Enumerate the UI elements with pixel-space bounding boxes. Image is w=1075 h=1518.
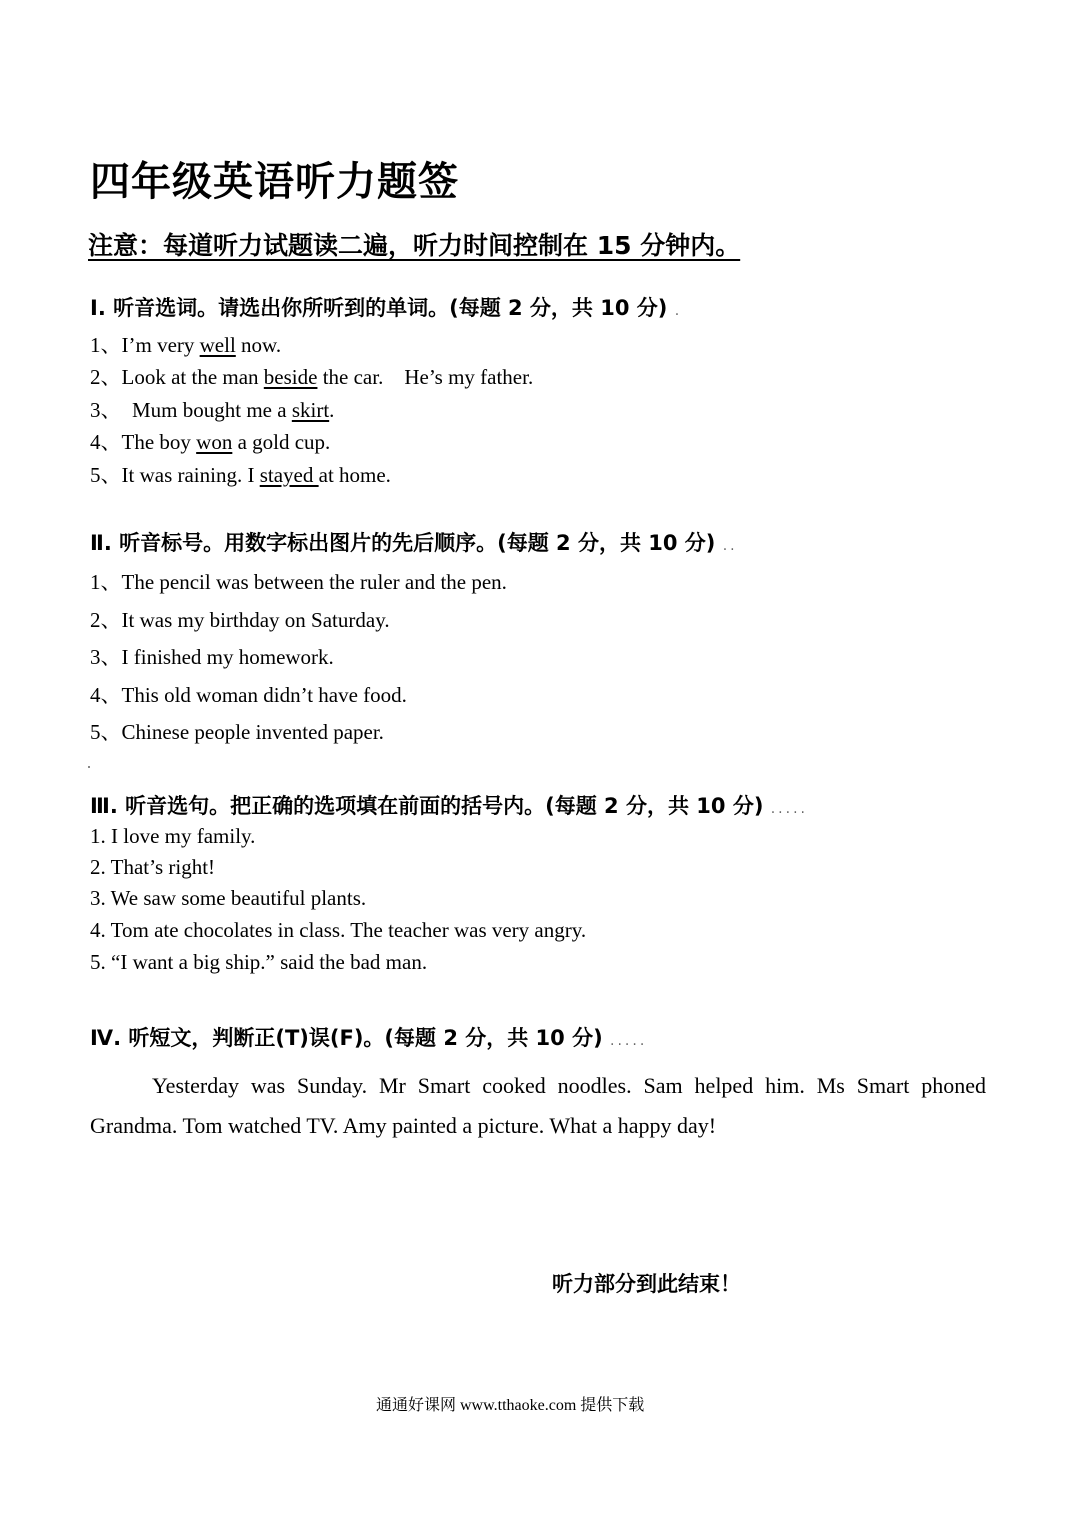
page-title: 四年级英语听力题签	[90, 159, 459, 205]
section-3-item: 3. We saw some beautiful plants.	[90, 886, 367, 910]
notice: 注意：每道听力试题读二遍，听力时间控制在 15 分钟内。	[88, 231, 741, 260]
item-text: The boy	[121, 430, 197, 454]
section-1-item	[90, 361, 533, 391]
listening-passage: Yesterday was Sunday. Mr Smart cooked noodles. Sam helped him. Ms Smart phoned Grandma. Tom watched TV. Amy painted a picture. What a happy day!	[90, 1073, 986, 1138]
section-1-item	[90, 394, 334, 424]
section-2-heading-text: Ⅱ. 听音标号。用数字标出图片的先后顺序。(每题 2 分，共 10 分)	[90, 531, 716, 555]
section-3-item: 2. That’s right!	[90, 855, 216, 879]
item-number: 5、	[90, 463, 122, 487]
ending-note: 听力部分到此结束！	[552, 1272, 741, 1296]
section-1-item	[90, 329, 281, 359]
section-2-heading: Ⅱ. 听音标号。用数字标出图片的先后顺序。(每题 2 分，共 10 分) ..	[90, 531, 738, 555]
item-text: Look at the man	[121, 365, 264, 389]
item-text: Mum bought me a	[121, 398, 292, 422]
section-3-heading-text: Ⅲ. 听音选句。把正确的选项填在前面的括号内。(每题 2 分，共 10 分)	[90, 794, 764, 818]
item-text: the car. He’s my father.	[317, 365, 534, 389]
section-2-item: 5、Chinese people invented paper.	[90, 720, 384, 744]
item-text: It was raining. I	[121, 463, 260, 487]
item-text: I’m very	[121, 333, 200, 357]
section-3-item: 1. I love my family.	[90, 824, 256, 848]
item-text: .	[329, 398, 335, 422]
section-2-item: 1、The pencil was between the ruler and the pen.	[90, 570, 507, 594]
underlined-word: beside	[263, 365, 318, 389]
section-3-item: 4. Tom ate chocolates in class. The teacher was very angry.	[90, 918, 587, 942]
item-number: 3、	[90, 398, 122, 422]
underlined-word: well	[199, 333, 236, 357]
section-2-item: 3、I finished my homework.	[90, 645, 334, 669]
section-3-item: 5. “I want a big ship.” said the bad man.	[90, 950, 428, 974]
underlined-word: stayed	[259, 463, 319, 487]
section-1-item	[90, 426, 330, 456]
item-number: 4、	[90, 430, 122, 454]
section-3-heading: Ⅲ. 听音选句。把正确的选项填在前面的括号内。(每题 2 分，共 10 分) .....	[90, 794, 808, 818]
stray-dot	[88, 766, 90, 768]
item-number: 2、	[90, 365, 122, 389]
section-1-item	[90, 459, 391, 489]
item-number: 1、	[90, 333, 122, 357]
underlined-word: skirt	[291, 398, 330, 422]
item-text: a gold cup.	[232, 430, 331, 454]
section-1-heading-text: Ⅰ. 听音选词。请选出你所听到的单词。(每题 2 分，共 10 分)	[90, 296, 668, 320]
section-2-item: 2、It was my birthday on Saturday.	[90, 608, 390, 632]
section-4-heading-text: Ⅳ. 听短文，判断正(T)误(F)。(每题 2 分，共 10 分)	[90, 1026, 603, 1050]
item-text: at home.	[318, 463, 391, 487]
item-text: now.	[235, 333, 282, 357]
section-2-item: 4、This old woman didn’t have food.	[90, 683, 407, 707]
section-1-heading: Ⅰ. 听音选词。请选出你所听到的单词。(每题 2 分，共 10 分) .	[90, 296, 683, 320]
underlined-word: won	[196, 430, 233, 454]
footer-credit: 通通好课网 www.tthaoke.com 提供下载	[376, 1397, 645, 1414]
section-4-heading: Ⅳ. 听短文，判断正(T)误(F)。(每题 2 分，共 10 分) .....	[90, 1026, 648, 1050]
